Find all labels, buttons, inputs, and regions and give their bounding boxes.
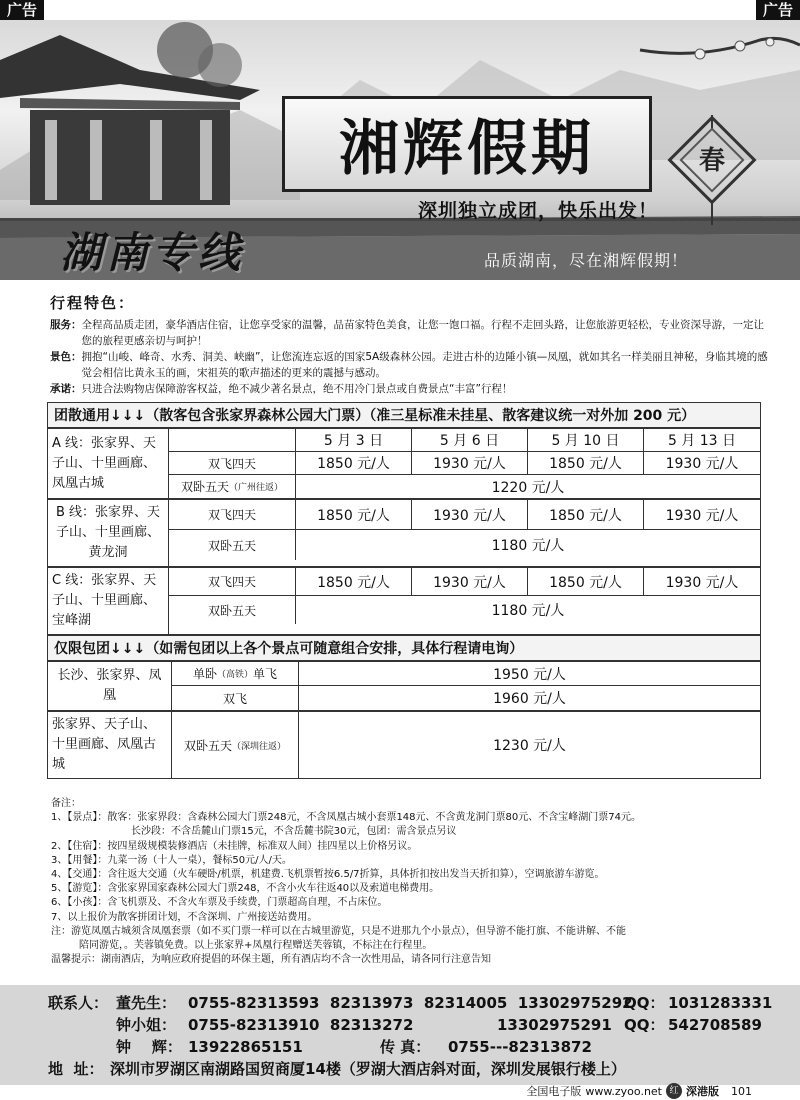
- date-cell: 5 月 6 日: [412, 429, 528, 451]
- fax-number: 0755---82313872: [448, 1038, 592, 1056]
- type-cell: 双飞四天: [169, 452, 296, 474]
- table-row: [169, 596, 760, 624]
- price-table: [47, 402, 761, 779]
- table-row: [172, 662, 760, 686]
- note-line: 2、【住宿】：按四星级规模装修酒店（未挂牌，标准双人间）挂四星以上价格另议。: [51, 840, 418, 852]
- feature-item: [50, 317, 772, 349]
- qq-label: QQ：: [624, 1016, 665, 1034]
- route-name: C 线：张家界、天子山、十里画廊、宝峰湖: [48, 568, 169, 634]
- quality-tagline: 品质湖南，尽在湘辉假期！: [484, 251, 689, 270]
- route-name: 张家界、天子山、十里画廊、凤凰古城: [48, 712, 172, 778]
- date-cell: 5 月 10 日: [528, 429, 644, 451]
- type-cell: 双飞: [172, 686, 299, 710]
- contact-name: 董先生：: [116, 994, 177, 1012]
- type-cell: 双飞四天: [169, 568, 296, 595]
- type-cell: 双卧五天: [169, 530, 296, 560]
- price-cell: 1950 元/人: [493, 666, 566, 683]
- table-row: [169, 530, 760, 560]
- page-footer: [526, 1083, 752, 1099]
- price-cell: 1180 元/人: [491, 538, 565, 554]
- route-block-c: [48, 568, 760, 636]
- route-block-b: [48, 500, 760, 568]
- type-note: （深圳往返）: [232, 741, 287, 752]
- price-cell: 1960 元/人: [493, 691, 566, 707]
- feature-item: [50, 381, 772, 397]
- address-row: [48, 1058, 626, 1079]
- route-name: B 线：张家界、天子山、十里画廊、黄龙洞: [48, 500, 169, 566]
- date-header-row: [169, 429, 760, 452]
- price-cell: 1220 元/人: [491, 479, 565, 496]
- contact-row: [48, 992, 772, 1013]
- price-cell: 1230 元/人: [493, 738, 566, 754]
- ad-tag-left: 广告: [0, 0, 44, 20]
- price-cell: 1850 元/人: [296, 568, 412, 595]
- contact-phones: 13922865151: [188, 1038, 303, 1056]
- price-cell: 1850 元/人: [528, 568, 644, 595]
- page-number: 101: [731, 1084, 752, 1098]
- table-row: [172, 686, 760, 710]
- table-row: [169, 452, 760, 475]
- price-cell: 1850 元/人: [296, 500, 412, 529]
- type-cell: [169, 475, 296, 498]
- price-cell: 1930 元/人: [665, 456, 739, 472]
- price-cell: 1930 元/人: [412, 500, 528, 529]
- type-note: （广州往返）: [229, 483, 284, 493]
- address-label: 地 址：: [48, 1060, 104, 1078]
- route-name: A 线：张家界、天子山、十里画廊、凤凰古城: [48, 429, 169, 498]
- knot-character: 春: [698, 146, 726, 176]
- ad-tag-right: 广告: [756, 0, 800, 20]
- group-tour-header: 团散通用↓↓↓（散客包含张家界森林公园大门票）（准三星标准未挂星、散客建议统一对外加 200 元）: [48, 403, 760, 429]
- fax-label: 传 真：: [380, 1038, 431, 1056]
- type-note: （高铁）: [216, 670, 253, 680]
- note-line: 陪同游览，。芙蓉镇免费。以上张家界+凤凰行程赠送芙蓉镇，不标注在行程里。: [79, 940, 433, 952]
- table-row: [169, 475, 760, 498]
- contact-label: 联系人：: [48, 994, 109, 1012]
- type-cell: 双飞四天: [169, 500, 296, 529]
- feature-text: 全程高品质走团，豪华酒店住宿，让您享受家的温馨，品苗家特色美食，让您一饱口福。行程不走回头路，让您旅游更轻松，专业资深导游，一定让您的旅程更感亲切与呵护！: [81, 319, 764, 347]
- contact-name: 钟 辉：: [116, 1038, 182, 1056]
- type-text: 双卧五天: [183, 738, 232, 753]
- note-line: 7、以上报价为散客拼团计划，不含深圳、广州接送站费用。: [51, 911, 318, 923]
- feature-text: 拥抱“山峻、峰奇、水秀、洞美、峡幽”，让您流连忘返的国家5A级森林公园。走进古朴的边陲小镇—凤凰，就如其名一样美丽且神秘，身临其境的感觉会相信比黄永玉的画，宋祖英的歌声描述的更来的震撼与感动。: [81, 351, 768, 379]
- title-box: [282, 96, 652, 192]
- features-section: [50, 292, 772, 397]
- table-row: [169, 568, 760, 596]
- qq-number: 542708589: [668, 1016, 762, 1034]
- type-suffix: 单飞: [253, 667, 278, 681]
- type-cell: 双卧五天: [169, 596, 296, 624]
- empty-cell: [169, 429, 296, 451]
- banner: [0, 20, 800, 280]
- note-line: 5、【游览】：含张家界国家森林公园大门票248，不含小火车往返40以及索道电梯费用。: [51, 883, 440, 895]
- price-cell: 1850 元/人: [528, 452, 644, 474]
- chinese-knot-icon: [662, 115, 762, 225]
- qq-number: 1031283331: [668, 994, 773, 1012]
- price-cell: 1930 元/人: [665, 574, 739, 591]
- features-heading: 行程特色：: [50, 294, 136, 312]
- price-cell: 1850 元/人: [296, 452, 412, 474]
- feature-label: 景色：: [50, 351, 82, 363]
- price-cell: 1930 元/人: [412, 568, 528, 595]
- note-line: 6、【小孩】：含飞机票及、不含火车票及手续费，门票超高自理，不占床位。: [51, 897, 388, 909]
- edition-label: 全国电子版: [526, 1085, 582, 1098]
- contact-row: [116, 1036, 592, 1057]
- region-label: 深港版: [686, 1085, 719, 1098]
- website-link[interactable]: www.zyoo.net: [585, 1084, 662, 1098]
- feature-label: 服务：: [50, 319, 82, 331]
- route-block-a: [48, 429, 760, 500]
- contact-phones: 0755-82313910 82313272 13302975291: [188, 1016, 612, 1034]
- logo-icon: 红: [666, 1083, 682, 1099]
- price-cell: 1930 元/人: [665, 507, 739, 524]
- table-row: [169, 500, 760, 530]
- notes-section: [51, 797, 763, 967]
- table-row: [172, 712, 760, 778]
- private-tour-header: 仅限包团↓↓↓（如需包团以上各个景点可随意组合安排，具体行程请电询）: [48, 636, 760, 662]
- contact-row: [116, 1014, 762, 1035]
- date-cell: 5 月 3 日: [296, 429, 412, 451]
- note-line: 4、【交通】：含往返大交通（火车硬卧/机票，机建费.飞机票暂按6.5/7折算，具体折扣按出发当天折扣算），空调旅游车游览。: [51, 869, 605, 881]
- note-line: 温馨提示：湖南酒店，为响应政府提倡的环保主题，所有酒店均不含一次性用品，请各同行注意告知: [51, 954, 491, 966]
- price-cell: 1850 元/人: [528, 500, 644, 529]
- feature-label: 承诺：: [50, 383, 82, 395]
- note-line: 1、【景点】：散客：张家界段：含森林公园大门票248元，不含凤凰古城小套票148元、不含黄龙洞门票80元、不含宝峰湖门票74元。: [51, 812, 641, 824]
- feature-text: 只进合法购物店保障游客权益，绝不减少著名景点，绝不用冷门景点或自费景点“丰富”行程！: [81, 383, 513, 395]
- qq-label: QQ：: [624, 994, 665, 1012]
- route-name: 长沙、张家界、凤凰: [48, 662, 172, 710]
- note-line: 3、【用餐】：九菜一汤（十人一桌），餐标50元/人/天。: [51, 854, 292, 866]
- contact-name: 钟小姐：: [116, 1016, 177, 1034]
- address-text: 深圳市罗湖区南湖路国贸商厦14楼（罗湖大酒店斜对面，深圳发展银行楼上）: [110, 1060, 626, 1078]
- note-line: 长沙段：不含岳麓山门票15元，不含岳麓书院30元，包团：需含景点另议: [131, 826, 457, 838]
- type-cell: [172, 712, 299, 778]
- price-cell: 1180 元/人: [491, 603, 565, 619]
- private-route-block: [48, 712, 760, 778]
- type-text: 双卧五天: [180, 480, 229, 494]
- date-cell: 5 月 13 日: [667, 433, 737, 449]
- contact-phones: 0755-82313593 82313973 82314005 13302975292: [188, 994, 633, 1012]
- route-title: 湖南专线: [60, 228, 245, 277]
- note-line: 注：游览凤凰古城须含凤凰套票（如不买门票一样可以在古城里游览，只是不进那九个小景点），但导游不能打旗、不能讲解、不能: [51, 925, 626, 937]
- price-cell: 1930 元/人: [412, 452, 528, 474]
- slogan: 深圳独立成团，快乐出发！: [418, 200, 659, 222]
- notes-heading: 备注：: [51, 798, 81, 809]
- type-text: 单卧: [192, 667, 217, 681]
- private-route-block: [48, 662, 760, 712]
- main-title: 湘辉假期: [339, 114, 595, 184]
- contact-section: [0, 985, 800, 1085]
- type-cell: [172, 662, 299, 685]
- feature-item: [50, 349, 772, 381]
